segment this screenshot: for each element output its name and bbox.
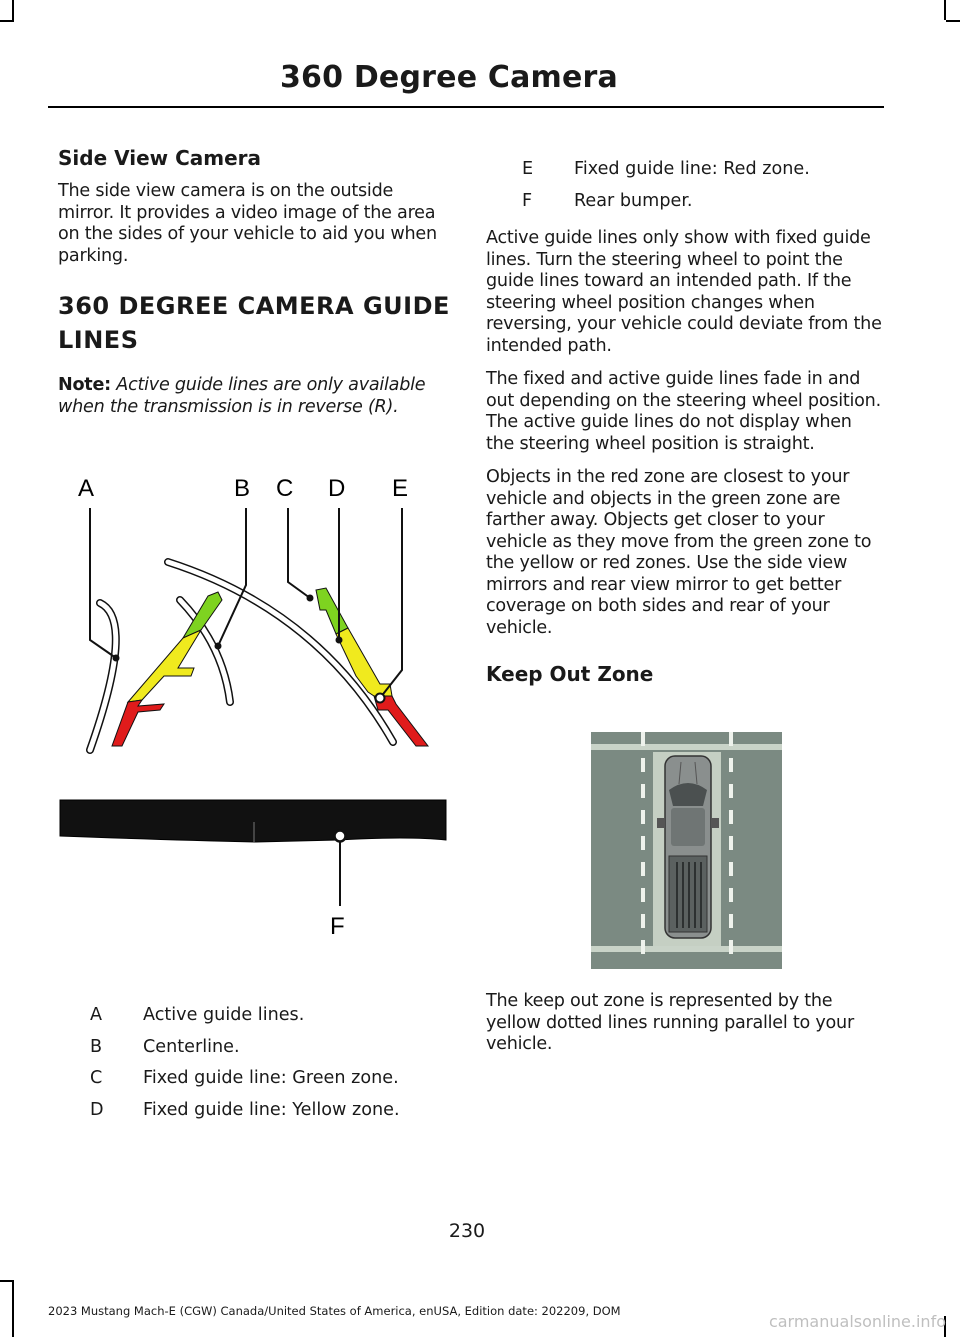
guide-lines-diagram [58, 470, 458, 940]
watermark: carmanualsonline.info [768, 1312, 946, 1331]
legend-item [486, 159, 884, 191]
legend-item [58, 1037, 450, 1069]
section-heading [58, 289, 450, 357]
diagram-label-a: A [78, 475, 95, 502]
legend-left [58, 1005, 450, 1131]
keep-out-heading: Keep Out Zone [486, 662, 654, 686]
side-view-heading: Side View Camera [58, 146, 262, 170]
legend-text: Centerline. [143, 1036, 240, 1057]
legend-text: Fixed guide line: Yellow zone. [143, 1099, 400, 1120]
callout-line-b [218, 508, 246, 646]
left-column [58, 145, 450, 430]
side-view-paragraph: The side view camera is on the outside mirror. It provides a video image of the area on the sides of your vehicle to aid you when parking. [58, 181, 437, 266]
diagram-label-b: B [234, 475, 251, 502]
section-heading-line1: 360 DEGREE CAMERA GUIDE [58, 292, 450, 320]
callout-dot-e [376, 694, 385, 703]
legend-key: F [522, 190, 533, 211]
legend-text: Rear bumper. [574, 190, 693, 211]
note-text: Active guide lines are only available when the transmission is in reverse (R). [58, 375, 426, 417]
edition-info: 2023 Mustang Mach-E (CGW) Canada/United States of America, enUSA, Edition date: 202209, DOM [48, 1304, 621, 1318]
crop-mark [944, 0, 946, 20]
diagram-label-d: D [328, 475, 346, 502]
legend-key: D [90, 1099, 104, 1120]
note-label: Note: [58, 375, 111, 395]
callout-dot-d [336, 637, 343, 644]
callout-dot-b [215, 643, 222, 650]
legend-text: Active guide lines. [143, 1005, 305, 1025]
legend-item [58, 1005, 450, 1037]
diagram-label-e: E [392, 475, 409, 502]
keep-out-zone-illustration [591, 732, 782, 969]
crop-mark [946, 20, 960, 22]
crop-mark [0, 1280, 14, 1282]
legend-right [486, 159, 884, 222]
crop-mark [0, 20, 14, 22]
vehicle-top-view [657, 756, 719, 938]
fixed-guide-left-yellow [128, 630, 201, 702]
note-paragraph [58, 375, 450, 418]
callout-dot-f [335, 831, 346, 842]
section-heading-line2: LINES [58, 326, 139, 354]
header-divider [48, 106, 884, 108]
crop-mark [12, 1280, 14, 1337]
legend-key: C [90, 1068, 103, 1088]
page-header-title: 360 Degree Camera [279, 60, 618, 95]
legend-key: A [90, 1005, 103, 1025]
guide-lines-paragraph-2: The fixed and active guide lines fade in and out depending on the steering wheel position. The active guide lines do not display when the steering wheel position is straight. [486, 369, 881, 454]
keep-out-paragraph: The keep out zone is represented by the yellow dotted lines running parallel to your vehicle. [486, 991, 854, 1054]
legend-item [58, 1068, 450, 1100]
callout-line-c [288, 508, 310, 598]
legend-key: E [522, 159, 534, 179]
fixed-guide-right-yellow [336, 628, 392, 696]
legend-item [58, 1100, 450, 1132]
legend-text: Fixed guide line: Red zone. [574, 159, 810, 179]
legend-text: Fixed guide line: Green zone. [143, 1068, 399, 1088]
legend-item [486, 191, 884, 223]
fixed-guide-left-red [112, 700, 164, 746]
fixed-guide-right-green [316, 588, 348, 634]
diagram-label-f: F [330, 913, 345, 940]
callout-dot-a [113, 655, 120, 662]
callout-dot-c [307, 595, 314, 602]
page-number: 230 [448, 1220, 486, 1242]
guide-lines-paragraph-1: Active guide lines only show with fixed guide lines. Turn the steering wheel to point the guide lines toward an intended path. If the steering wheel position changes when reversing, your vehicle could deviate from the intended path. [486, 228, 882, 356]
crop-mark [12, 0, 14, 20]
guide-lines-paragraph-3: Objects in the red zone are closest to your vehicle and objects in the green zone are farther away. Objects get closer to your vehicle as they move from the green zone to the yellow or red zones. Use the side view mirrors and rear view mirror to get better coverage on both sides and rear of your vehicle. [486, 467, 872, 638]
right-column [486, 145, 884, 697]
diagram-label-c: C [276, 475, 294, 502]
rear-bumper-shape [60, 800, 446, 842]
legend-key: B [90, 1036, 103, 1057]
callout-line-e [380, 508, 402, 698]
